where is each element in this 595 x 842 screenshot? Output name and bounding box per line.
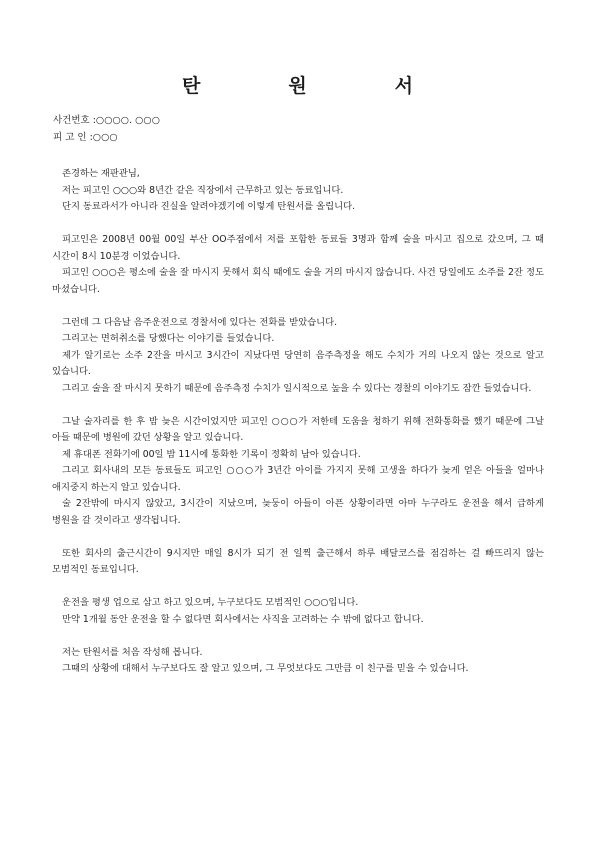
title-char: 탄 — [181, 75, 201, 97]
paragraph — [52, 166, 544, 216]
paragraph-sentence: 술 2잔밖에 마시지 않았고, 3시간이 지났으며, 늦둥이 아들이 아픈 상황이라면 아마 누구라도 운전을 해서 급하게 병원을 갈 것이라고 생각됩니다. — [52, 498, 544, 526]
paragraph-sentence: 운전을 평생 업으로 삼고 하고 있으며, 누구보다도 모범적인 ○○○입니다. — [62, 597, 359, 608]
petition-body — [52, 166, 544, 694]
defendant-line: 피 고 인 :○○○ — [53, 132, 118, 143]
paragraph — [52, 315, 544, 398]
case-number: 사건번호 :○○○○. ○○○ — [53, 115, 160, 126]
title-char: 서 — [394, 75, 414, 97]
paragraph-sentence: 저는 피고인 ○○○와 8년간 같은 직장에서 근무하고 있는 동료입니다. — [62, 184, 344, 196]
paragraph-sentence: 그리고 술을 잘 마시지 못하기 때문에 음주측정 수치가 일시적으로 높을 수 있다는 경찰의 이야기도 잠깐 들었습니다. — [62, 382, 532, 394]
paragraph-sentence: 피고인은 2008년 00월 00일 부산 OO주점에서 저를 포함한 동료들 3명과 함께 술을 마시고 집으로 갔으며, 그 때 시간이 8시 10분경 이었습니다. — [52, 234, 544, 262]
paragraph — [52, 546, 544, 579]
document-title — [0, 71, 595, 98]
paragraph — [52, 232, 544, 298]
paragraph — [52, 595, 544, 628]
paragraph-sentence: 그때의 상황에 대해서 누구보다도 잘 알고 있으며, 그 무엇보다도 그만큼 이 친구를 믿을 수 있습니다. — [62, 663, 469, 674]
paragraph-sentence: 그리고는 면허취소를 당했다는 이야기를 들었습니다. — [62, 333, 275, 344]
paragraph-sentence: 제가 알기로는 소주 2잔을 마시고 3시간이 지났다면 당연히 음주측정을 해도 수치가 거의 나오지 않는 것으로 알고 있습니다. — [52, 349, 544, 377]
paragraph-sentence: 저는 탄원서를 처음 작성해 봅니다. — [62, 646, 203, 658]
paragraph — [52, 645, 544, 678]
title-char: 원 — [288, 75, 307, 97]
paragraph-sentence: 존경하는 재판관님, — [62, 168, 140, 179]
paragraph-sentence: 단지 동료라서가 아니라 진실을 알려야겠기에 이렇게 탄원서를 올립니다. — [62, 201, 356, 212]
paragraph-sentence: 만약 1개월 동안 운전을 할 수 없다면 회사에서는 사직을 고려하는 수 밖에 없다고 합니다. — [62, 613, 424, 625]
paragraph-sentence: 그날 술자리를 한 후 밤 늦은 시간이었지만 피고인 ○○○가 저한테 도움을 청하기 위해 전화통화를 했기 때문에 그날 아들 때문에 병원에 갔던 상황을 알고 있습니다. — [52, 415, 544, 443]
paragraph-sentence: 그리고 회사내의 모든 동료들도 피고인 ○○○가 3년간 아이를 가지지 못해 고생을 하다가 늦게 얻은 아들을 얼마나 애지중지 하는지 알고 있습니다. — [52, 465, 544, 493]
paragraph-sentence: 제 휴대폰 전화기에 00일 밤 11시에 통화한 기록이 정확히 남아 있습니다. — [62, 448, 361, 460]
paragraph-sentence: 또한 회사의 출근시간이 9시지만 매일 8시가 되기 전 일찍 출근해서 하루 배달코스를 점검하는 걸 빠뜨리지 않는 모범적인 동료입니다. — [52, 547, 544, 575]
paragraph-sentence: 그런데 그 다음날 음주운전으로 경찰서에 있다는 전화를 받았습니다. — [62, 316, 338, 328]
paragraph-sentence: 피고인 ○○○은 평소에 술을 잘 마시지 못해서 회식 때에도 술을 거의 마시지 않습니다. 사건 당일에도 소주를 2잔 정도 마셨습니다. — [52, 267, 544, 295]
paragraph — [52, 414, 544, 530]
